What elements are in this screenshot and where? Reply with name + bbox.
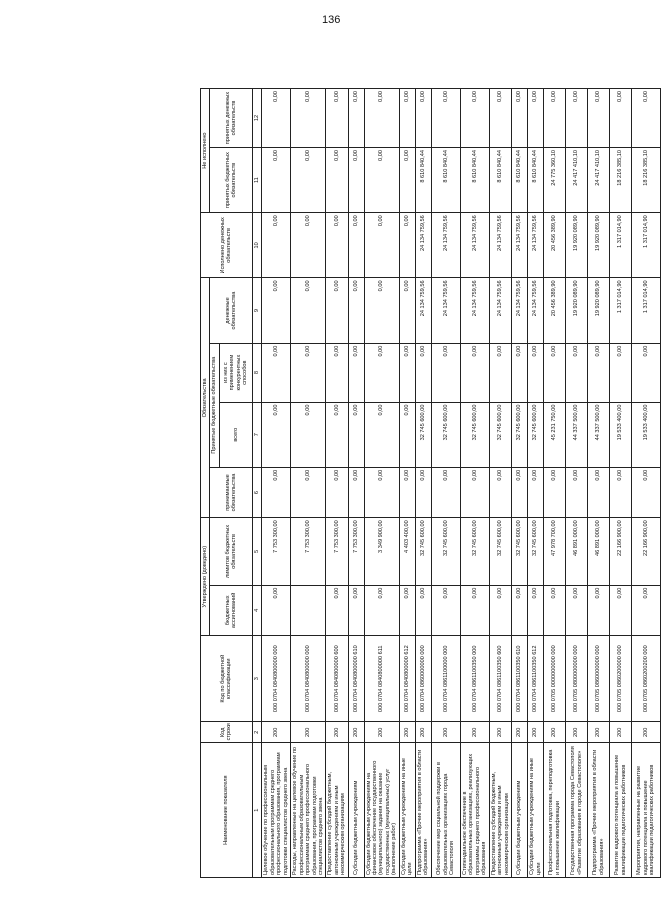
- row-budget-code: 000 0704 0840800000 611: [364, 636, 399, 722]
- row-executed-monetary: 24 134 759,56: [431, 213, 460, 278]
- row-code: 200: [512, 722, 528, 743]
- row-code: 200: [588, 722, 610, 743]
- header-not-exec-budget: принятых бюджетных обязательств: [210, 148, 252, 213]
- row-not-exec-budget: 8 610 840,44: [415, 148, 431, 213]
- row-code: 200: [632, 722, 661, 743]
- row-accepted: 0,00: [460, 467, 489, 517]
- row-not-exec-budget: 0,00: [262, 148, 291, 213]
- row-budget-code: 000 0705 0860000000 000: [588, 636, 610, 722]
- row-not-exec-monetary: 0,00: [364, 89, 399, 148]
- row-accepted: 0,00: [632, 467, 661, 517]
- row-executed-monetary: 19 920 089,90: [588, 213, 610, 278]
- table-row: [326, 89, 348, 878]
- row-budget-code: 000 0704 0861100350 000: [460, 636, 489, 722]
- header-accepted-competitive: из них с применением конкурентных способов: [219, 343, 252, 402]
- row-accepted-competitive: 0,00: [632, 343, 661, 402]
- header-approved-limits: лимитов бюджетных обязательств: [210, 518, 252, 585]
- row-monetary: 0,00: [348, 278, 364, 343]
- column-index: 1: [252, 743, 261, 878]
- row-name: Расходы, направленные на целевое обучение по профессиональным образовательным программам среднего профессионального образования, программам подготовки специалистов среднего звена: [291, 743, 326, 878]
- table-row: [399, 89, 415, 878]
- row-name: Государственная программа города Севастополя «Развитие образования в городе Севастополе»: [566, 743, 588, 878]
- row-monetary: 24 134 759,56: [528, 278, 544, 343]
- row-accepted: 0,00: [326, 467, 348, 517]
- row-not-exec-budget: 8 610 840,44: [431, 148, 460, 213]
- row-accepted-total: 19 533 400,00: [610, 402, 632, 467]
- row-approved-limits: 7 753 300,00: [262, 518, 291, 585]
- row-accepted: 0,00: [512, 467, 528, 517]
- row-monetary: 0,00: [399, 278, 415, 343]
- row-monetary: 0,00: [364, 278, 399, 343]
- row-not-exec-monetary: 0,00: [610, 89, 632, 148]
- row-not-exec-monetary: 0,00: [326, 89, 348, 148]
- row-budget-code: 000 0704 0861100350 612: [528, 636, 544, 722]
- row-monetary: 24 134 759,56: [460, 278, 489, 343]
- row-executed-monetary: 24 134 759,56: [512, 213, 528, 278]
- column-index: 9: [252, 278, 261, 343]
- row-accepted-competitive: 0,00: [528, 343, 544, 402]
- row-code: 200: [291, 722, 326, 743]
- row-accepted-total: 32 745 600,00: [512, 402, 528, 467]
- row-name: Субсидии бюджетным учреждениям на иные цели: [399, 743, 415, 878]
- row-approved-limits: 32 745 600,00: [460, 518, 489, 585]
- row-budget-code: 000 0704 0861100000 000: [431, 636, 460, 722]
- row-accepted-total: 0,00: [348, 402, 364, 467]
- row-accepted: 0,00: [610, 467, 632, 517]
- row-name: Стипендиальное обеспечение в образовательных организациях, реализующих программы среднего профессионального образования: [460, 743, 489, 878]
- row-not-exec-budget: 24 417 410,10: [588, 148, 610, 213]
- row-monetary: 1 317 014,90: [632, 278, 661, 343]
- row-code: 200: [348, 722, 364, 743]
- row-accepted: 0,00: [348, 467, 364, 517]
- row-approved-limits: 7 753 300,00: [291, 518, 326, 585]
- table-row: [588, 89, 610, 878]
- column-index: 7: [252, 402, 261, 467]
- row-accepted-total: 19 533 400,00: [632, 402, 661, 467]
- row-approved-limits: 32 745 600,00: [431, 518, 460, 585]
- row-accepted-total: 0,00: [262, 402, 291, 467]
- row-approved-limits: 32 745 600,00: [415, 518, 431, 585]
- row-approved-allocations: 0,00: [399, 585, 415, 635]
- table-row: [460, 89, 489, 878]
- row-approved-allocations: 0,00: [460, 585, 489, 635]
- row-not-exec-budget: 0,00: [326, 148, 348, 213]
- row-not-exec-budget: 0,00: [364, 148, 399, 213]
- row-approved-allocations: 0,00: [415, 585, 431, 635]
- row-name: Обеспечение мер социальной поддержки в образовательных организациях города Севастополя: [431, 743, 460, 878]
- row-accepted-competitive: 0,00: [489, 343, 511, 402]
- header-approved-allocations: бюджетных ассигнований: [210, 585, 252, 635]
- row-accepted-competitive: 0,00: [415, 343, 431, 402]
- table-row: [348, 89, 364, 878]
- row-code: 200: [528, 722, 544, 743]
- row-not-exec-monetary: 0,00: [512, 89, 528, 148]
- row-accepted: 0,00: [489, 467, 511, 517]
- row-executed-monetary: 19 920 089,90: [566, 213, 588, 278]
- column-index: 12: [252, 89, 261, 148]
- page-number: 136: [322, 14, 341, 26]
- row-accepted-total: 32 745 600,00: [415, 402, 431, 467]
- row-accepted-total: 0,00: [326, 402, 348, 467]
- row-accepted-total: 44 337 500,00: [566, 402, 588, 467]
- row-approved-allocations: 0,00: [431, 585, 460, 635]
- row-approved-limits: 46 891 000,00: [566, 518, 588, 585]
- row-executed-monetary: 0,00: [348, 213, 364, 278]
- header-accepted-total: всего: [219, 402, 252, 467]
- row-not-exec-monetary: 0,00: [431, 89, 460, 148]
- row-monetary: 0,00: [291, 278, 326, 343]
- table-row: [512, 89, 528, 878]
- column-index: 8: [252, 343, 261, 402]
- row-accepted-total: 32 745 600,00: [489, 402, 511, 467]
- row-accepted-competitive: 0,00: [544, 343, 566, 402]
- row-name: Предоставление субсидий бюджетным, автономным учреждениям и иным некоммерческим организациям: [489, 743, 511, 878]
- row-not-exec-monetary: 0,00: [291, 89, 326, 148]
- row-name: Субсидии бюджетным учреждениям на финансовое обеспечение государственного (муниципального) задания на оказание государственных (муниципальных) услуг (выполнение работ): [364, 743, 399, 878]
- row-budget-code: 000 0705 0860200000 000: [610, 636, 632, 722]
- row-monetary: 24 134 759,56: [431, 278, 460, 343]
- row-accepted-competitive: 0,00: [262, 343, 291, 402]
- row-accepted: 0,00: [566, 467, 588, 517]
- row-accepted-total: 0,00: [399, 402, 415, 467]
- row-not-exec-monetary: 0,00: [528, 89, 544, 148]
- row-budget-code: 000 0704 0840800000 000: [262, 636, 291, 722]
- row-accepted-competitive: 0,00: [326, 343, 348, 402]
- row-not-exec-budget: 24 417 410,10: [566, 148, 588, 213]
- row-approved-limits: 7 753 300,00: [326, 518, 348, 585]
- rotated-report-sheet: [200, 88, 656, 878]
- row-executed-monetary: 20 456 389,90: [544, 213, 566, 278]
- row-accepted-competitive: 0,00: [610, 343, 632, 402]
- row-not-exec-monetary: 0,00: [262, 89, 291, 148]
- row-not-exec-budget: 18 216 385,10: [632, 148, 661, 213]
- row-monetary: 19 920 089,90: [566, 278, 588, 343]
- row-accepted: 0,00: [528, 467, 544, 517]
- table-row: [566, 89, 588, 878]
- row-name: Предоставление субсидий бюджетным, автономным учреждениям и иным некоммерческим организациям: [326, 743, 348, 878]
- row-code: 200: [326, 722, 348, 743]
- row-name: Субсидии бюджетным учреждениям: [512, 743, 528, 878]
- row-approved-allocations: 0,00: [528, 585, 544, 635]
- row-not-exec-budget: 8 610 840,44: [512, 148, 528, 213]
- header-obligations: Обязательства: [201, 278, 210, 518]
- row-not-exec-budget: 18 216 385,10: [610, 148, 632, 213]
- row-accepted-competitive: 0,00: [364, 343, 399, 402]
- column-index: 6: [252, 467, 261, 517]
- row-approved-limits: 47 978 700,00: [544, 518, 566, 585]
- table-row: [489, 89, 511, 878]
- row-code: 200: [460, 722, 489, 743]
- row-accepted-competitive: 0,00: [291, 343, 326, 402]
- header-monetary: денежные обязательства: [210, 278, 252, 343]
- row-code: 200: [610, 722, 632, 743]
- row-budget-code: 000 0705 0860200200 000: [632, 636, 661, 722]
- row-accepted-total: 44 337 500,00: [588, 402, 610, 467]
- row-accepted: 0,00: [588, 467, 610, 517]
- row-name: Развитие кадрового потенциала и повышение квалификации педагогических работников: [610, 743, 632, 878]
- row-code: 200: [262, 722, 291, 743]
- header-budget-code: Код по бюджетной классификации: [201, 636, 253, 722]
- row-budget-code: 000 0704 0840800000 000: [291, 636, 326, 722]
- row-monetary: 19 920 089,90: [588, 278, 610, 343]
- row-executed-monetary: 24 134 759,56: [415, 213, 431, 278]
- row-executed-monetary: 0,00: [326, 213, 348, 278]
- header-row-code: Код строки: [201, 722, 253, 743]
- row-accepted: 0,00: [291, 467, 326, 517]
- row-accepted-competitive: 0,00: [566, 343, 588, 402]
- row-monetary: 1 317 014,90: [610, 278, 632, 343]
- row-executed-monetary: 24 134 759,56: [489, 213, 511, 278]
- row-approved-allocations: 0,00: [544, 585, 566, 635]
- row-not-exec-monetary: 0,00: [415, 89, 431, 148]
- row-accepted-competitive: 0,00: [399, 343, 415, 402]
- row-budget-code: 000 0705 0000000000 000: [544, 636, 566, 722]
- row-accepted: 0,00: [431, 467, 460, 517]
- row-accepted-total: 32 745 600,00: [528, 402, 544, 467]
- table-row: [544, 89, 566, 878]
- row-accepted-competitive: 0,00: [348, 343, 364, 402]
- row-approved-allocations: 0,00: [512, 585, 528, 635]
- table-row: [262, 89, 291, 878]
- column-index: 5: [252, 518, 261, 585]
- column-index: 3: [252, 636, 261, 722]
- row-accepted: 0,00: [415, 467, 431, 517]
- row-code: 200: [566, 722, 588, 743]
- row-not-exec-monetary: 0,00: [399, 89, 415, 148]
- row-executed-monetary: 24 134 759,56: [528, 213, 544, 278]
- row-accepted: 0,00: [544, 467, 566, 517]
- row-monetary: 24 134 759,56: [512, 278, 528, 343]
- row-budget-code: 000 0704 0860000000 000: [415, 636, 431, 722]
- row-name: Профессиональная подготовка, переподготовка и повышение квалификации: [544, 743, 566, 878]
- row-executed-monetary: 1 317 014,90: [610, 213, 632, 278]
- row-approved-limits: 22 166 900,00: [632, 518, 661, 585]
- row-name: Субсидии бюджетным учреждениям на иные цели: [528, 743, 544, 878]
- row-budget-code: 000 0704 0840800000 612: [399, 636, 415, 722]
- header-name: Наименование показателя: [201, 743, 253, 878]
- header-executed-monetary: Исполнено денежных обязательств: [201, 213, 253, 278]
- budget-execution-table: [200, 88, 661, 878]
- row-accepted-competitive: 0,00: [460, 343, 489, 402]
- row-name: Подпрограмма «Прочие мероприятия в области образования»: [415, 743, 431, 878]
- row-approved-allocations: 0,00: [489, 585, 511, 635]
- row-executed-monetary: 24 134 759,56: [460, 213, 489, 278]
- row-approved-limits: 32 745 600,00: [512, 518, 528, 585]
- header-approved: Утверждено (доведено): [201, 518, 210, 636]
- header-accepted: принимаемые обязательства: [210, 467, 252, 517]
- row-approved-allocations: 0,00: [364, 585, 399, 635]
- row-approved-allocations: 0,00: [610, 585, 632, 635]
- row-budget-code: 000 0704 0861100350 610: [512, 636, 528, 722]
- row-executed-monetary: 1 317 014,90: [632, 213, 661, 278]
- row-code: 200: [544, 722, 566, 743]
- row-not-exec-budget: 0,00: [348, 148, 364, 213]
- row-approved-limits: 7 753 300,00: [348, 518, 364, 585]
- row-code: 200: [364, 722, 399, 743]
- row-not-exec-monetary: 0,00: [489, 89, 511, 148]
- row-approved-allocations: 0,00: [326, 585, 348, 635]
- row-accepted-total: 32 745 600,00: [431, 402, 460, 467]
- column-index: 10: [252, 213, 261, 278]
- row-monetary: 0,00: [262, 278, 291, 343]
- row-code: 200: [399, 722, 415, 743]
- table-row: [291, 89, 326, 878]
- row-approved-limits: 4 403 400,00: [399, 518, 415, 585]
- table-row: [632, 89, 661, 878]
- row-not-exec-budget: 24 775 360,10: [544, 148, 566, 213]
- table-body: [262, 89, 661, 878]
- row-approved-allocations: 0,00: [588, 585, 610, 635]
- row-not-exec-budget: 8 610 840,44: [489, 148, 511, 213]
- header-row-1: [201, 89, 210, 878]
- row-executed-monetary: 0,00: [399, 213, 415, 278]
- row-not-exec-budget: 0,00: [291, 148, 326, 213]
- row-budget-code: 000 0705 0800000000 000: [566, 636, 588, 722]
- row-not-exec-monetary: 0,00: [348, 89, 364, 148]
- row-not-exec-budget: 8 610 840,44: [528, 148, 544, 213]
- row-not-exec-monetary: 0,00: [588, 89, 610, 148]
- row-accepted-total: 0,00: [291, 402, 326, 467]
- row-approved-allocations: 0,00: [566, 585, 588, 635]
- row-name: Подпрограмма «Прочие мероприятия в области образования»: [588, 743, 610, 878]
- table-row: [610, 89, 632, 878]
- row-not-exec-monetary: 0,00: [544, 89, 566, 148]
- row-accepted-competitive: 0,00: [512, 343, 528, 402]
- row-code: 200: [415, 722, 431, 743]
- row-not-exec-monetary: 0,00: [460, 89, 489, 148]
- table-row: [415, 89, 431, 878]
- table-row: [431, 89, 460, 878]
- row-accepted-competitive: 0,00: [431, 343, 460, 402]
- header-accepted-budget: Принятые бюджетные обязательства: [210, 343, 219, 467]
- row-accepted: 0,00: [399, 467, 415, 517]
- row-monetary: 24 134 759,56: [415, 278, 431, 343]
- row-accepted-total: 32 745 600,00: [460, 402, 489, 467]
- row-accepted: 0,00: [364, 467, 399, 517]
- row-not-exec-monetary: 0,00: [566, 89, 588, 148]
- row-approved-limits: 46 891 000,00: [588, 518, 610, 585]
- column-index-row: [252, 89, 261, 878]
- row-approved-limits: 32 745 600,00: [528, 518, 544, 585]
- row-budget-code: 000 0704 0861100350 600: [489, 636, 511, 722]
- header-not-executed: Не исполнено: [201, 89, 210, 213]
- row-approved-limits: 32 745 600,00: [489, 518, 511, 585]
- row-name: Целевое обучение по профессиональным образовательным программам среднего профессионального образования, программам подготовки специалистов среднего звена: [262, 743, 291, 878]
- column-index: 2: [252, 722, 261, 743]
- row-approved-allocations: [291, 585, 326, 635]
- row-not-exec-budget: 0,00: [399, 148, 415, 213]
- row-executed-monetary: 0,00: [262, 213, 291, 278]
- row-code: 200: [489, 722, 511, 743]
- row-approved-allocations: 0,00: [348, 585, 364, 635]
- row-accepted-total: 0,00: [364, 402, 399, 467]
- row-monetary: 20 456 389,90: [544, 278, 566, 343]
- row-approved-limits: 22 166 900,00: [610, 518, 632, 585]
- table-row: [364, 89, 399, 878]
- row-accepted: 0,00: [262, 467, 291, 517]
- row-executed-monetary: 0,00: [291, 213, 326, 278]
- row-approved-allocations: 0,00: [262, 585, 291, 635]
- header-not-exec-monetary: принятых денежных обязательств: [210, 89, 252, 148]
- row-name: Мероприятия, направленные на развитие кадрового потенциала и повышение квалификации педагогических работников: [632, 743, 661, 878]
- row-approved-allocations: 0,00: [632, 585, 661, 635]
- row-budget-code: 000 0704 0840800000 600: [326, 636, 348, 722]
- row-not-exec-budget: 8 610 840,44: [460, 148, 489, 213]
- row-name: Субсидии бюджетным учреждениям: [348, 743, 364, 878]
- row-monetary: 24 134 759,56: [489, 278, 511, 343]
- row-budget-code: 000 0704 0840800000 610: [348, 636, 364, 722]
- row-code: 200: [431, 722, 460, 743]
- row-accepted-total: 45 231 750,00: [544, 402, 566, 467]
- row-accepted-competitive: 0,00: [588, 343, 610, 402]
- table-row: [528, 89, 544, 878]
- row-monetary: 0,00: [326, 278, 348, 343]
- row-not-exec-monetary: 0,00: [632, 89, 661, 148]
- row-executed-monetary: 0,00: [364, 213, 399, 278]
- column-index: 4: [252, 585, 261, 635]
- row-approved-limits: 3 349 900,00: [364, 518, 399, 585]
- column-index: 11: [252, 148, 261, 213]
